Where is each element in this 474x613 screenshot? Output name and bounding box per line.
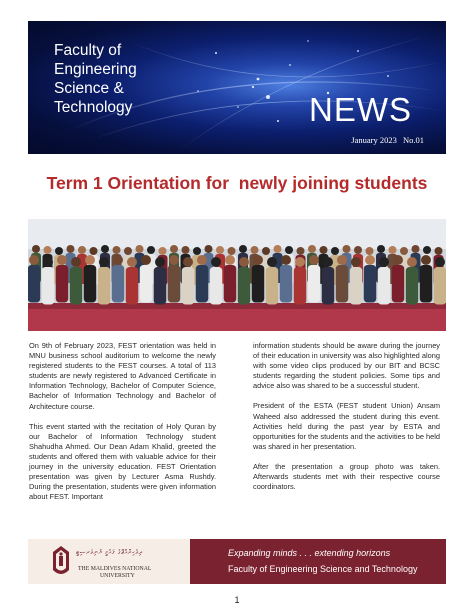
logo-university-name — [78, 566, 151, 580]
article-column-left — [29, 341, 216, 512]
footer-band — [28, 539, 446, 584]
issue-date: January 2023 — [351, 135, 397, 145]
photo-person — [392, 255, 405, 303]
masthead-news-title: NEWS — [309, 91, 412, 128]
masthead-faculty-line: Faculty of — [54, 42, 122, 59]
photo-person — [154, 257, 167, 305]
photo-person — [126, 257, 139, 305]
issue-info — [347, 135, 424, 145]
page-number: 1 — [234, 595, 240, 605]
photo-person — [364, 255, 377, 303]
photo-person — [238, 257, 251, 305]
masthead-banner — [28, 21, 446, 154]
masthead-faculty-line: Technology — [54, 99, 133, 116]
photo-person — [98, 257, 111, 305]
photo-person — [322, 257, 335, 305]
photo-person — [378, 257, 391, 305]
photo-person — [224, 255, 237, 303]
logo-name-line: THE MALDIVES NATIONAL — [78, 566, 152, 572]
article-column-right — [253, 341, 440, 502]
group-photo — [28, 219, 446, 331]
logo-name-line: UNIVERSITY — [100, 573, 135, 579]
photo-person — [84, 255, 97, 303]
logo-dhivehi-text: ދިވެހިރާއްޖޭގެ ޤައުމީ ޔުނިވަރސިޓީ — [76, 548, 143, 556]
article-paragraph: After the presentation a group photo was taken. Afterwards students met with their respective course coordinators. — [253, 461, 440, 492]
article-paragraph: President of the ESTA (FEST student Union) Ansam Waheed also addressed the student during this event. Activities held during the past year by ESTA and opportunities for the students and the activities to be held was shared in her presentation. — [253, 401, 440, 451]
masthead-faculty-line: Engineering — [54, 61, 137, 78]
article-headline: Term 1 Orientation for newly joining students — [46, 173, 428, 193]
photo-person — [434, 257, 446, 305]
photo-person — [70, 257, 83, 305]
article-paragraph: This event started with the recitation of Holy Quran by our Bachelor of Information Technology student Shahudha Ahmed. Our Dean Adam Khalid, greeted the students and offered them with valuable advice for their journey in the university education. FEST Orientation presentation was given by Lecturer Asma Rushdy. During the presentation, students were given information about FEST. Important — [29, 421, 216, 502]
footer-faculty-name: Faculty of Engineering Science and Technology — [228, 564, 418, 574]
photo-person — [112, 255, 125, 303]
photo-person — [252, 255, 265, 303]
photo-person — [140, 255, 153, 303]
photo-person — [420, 255, 433, 303]
photo-person — [294, 257, 307, 305]
photo-person — [28, 255, 40, 303]
photo-person — [266, 257, 279, 305]
photo-person — [196, 255, 209, 303]
photo-person — [406, 257, 419, 305]
photo-person — [42, 257, 55, 305]
university-emblem-icon — [50, 544, 72, 580]
photo-person — [210, 257, 223, 305]
photo-person — [182, 257, 195, 305]
masthead-faculty-line: Science & — [54, 80, 124, 97]
group-photo-image — [28, 219, 446, 331]
issue-number: No.01 — [402, 135, 424, 145]
article-paragraph: On 9th of February 2023, FEST orientation was held in MNU business school auditorium to welcome the newly registered students to the FEST courses. A total of 113 students are newly registered to Advanced Certificate in Information Technology, Bachelor of Computer Science, Bachelor of Information Technology and Bachelor of Architecture course. — [29, 341, 216, 411]
photo-person — [280, 255, 293, 303]
photo-person — [168, 255, 181, 303]
photo-person — [56, 255, 69, 303]
masthead-faculty-title — [54, 41, 214, 117]
footer-tagline: Expanding minds . . . extending horizons — [228, 548, 391, 558]
photo-person — [336, 255, 349, 303]
photo-person — [350, 257, 363, 305]
university-logo-block — [28, 539, 190, 584]
article-paragraph: information students should be aware during the journey of their education in university was also highlighted along with some video clips produced by our BIT and BCSC students regarding the student policies. Some tips and advice also was shared to be a successful student. — [253, 341, 440, 391]
photo-person — [308, 255, 321, 303]
